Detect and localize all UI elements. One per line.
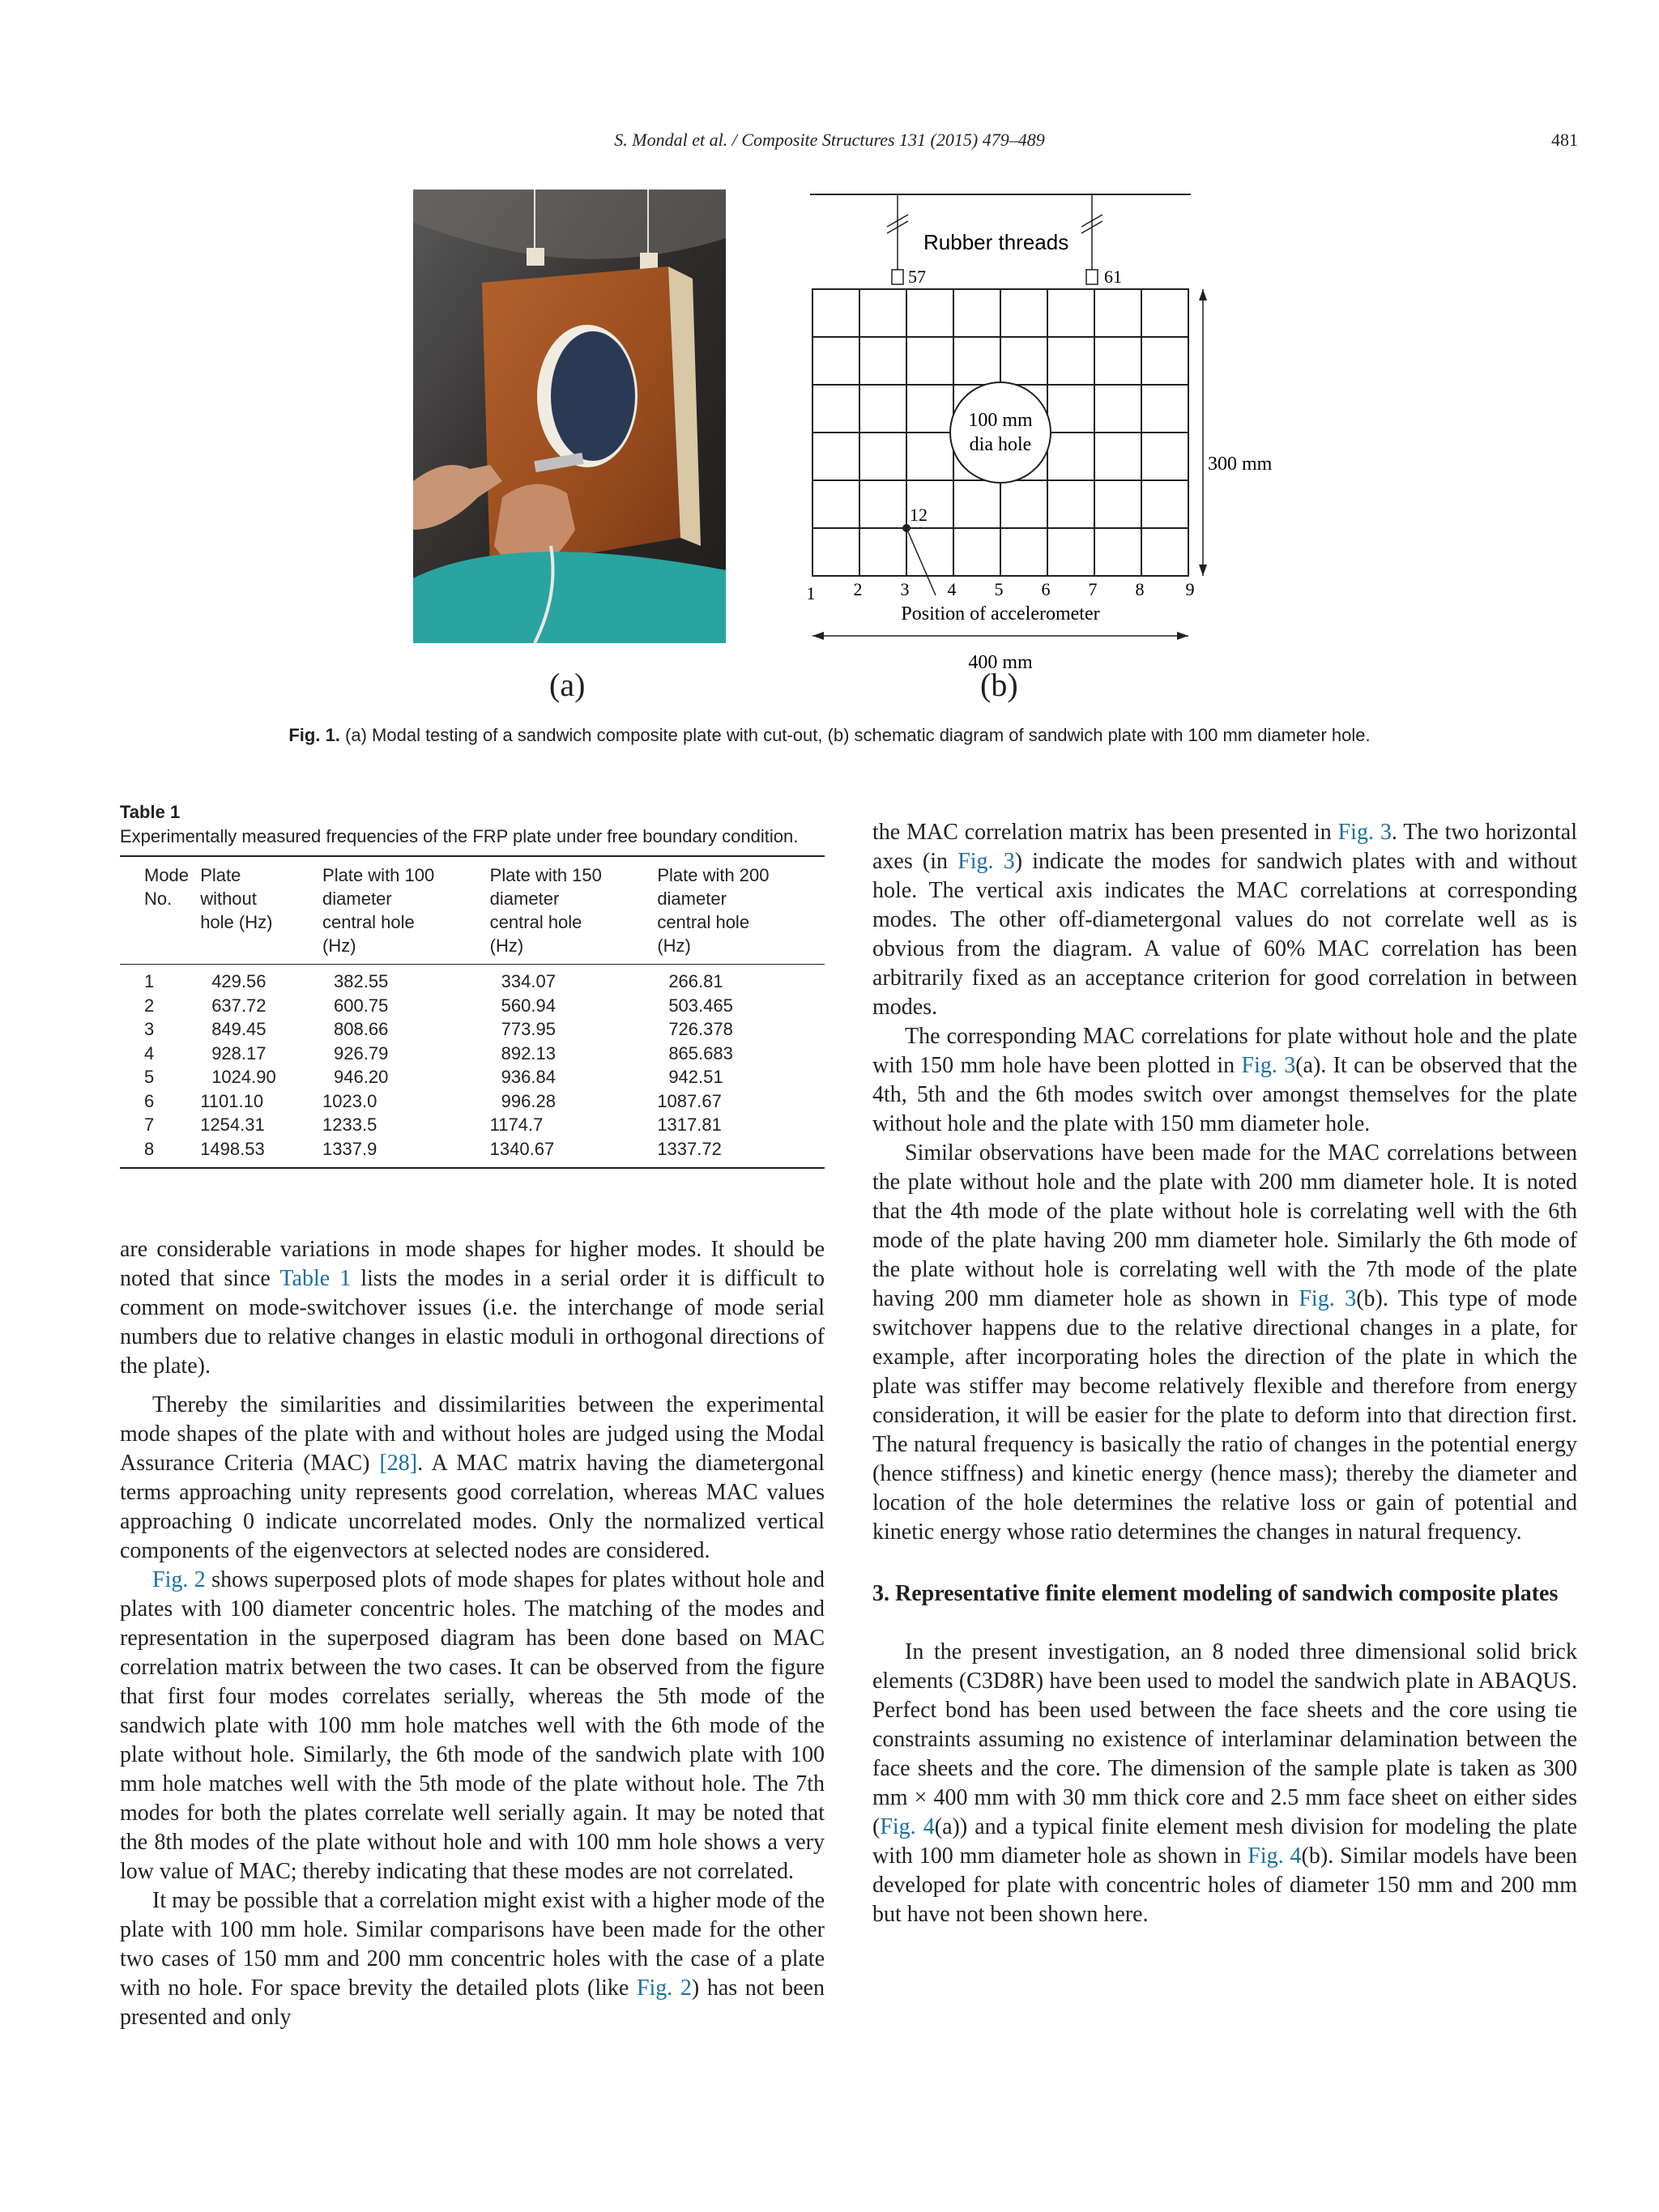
width-dimension-label: 400 mm: [968, 652, 1033, 673]
table-cell: 2: [144, 995, 155, 1016]
figure-caption: [0, 725, 1659, 746]
height-arrow-top: [1199, 289, 1207, 300]
table-cell: 808.66: [334, 1019, 389, 1039]
width-arrow-left: [812, 632, 824, 640]
bottom-node-5: 5: [994, 579, 1004, 599]
section-heading: 3. Representative finite element modeling of sandwich composite plates: [872, 1581, 1559, 1606]
table-cell: 334.07: [501, 971, 556, 991]
fig-3-link[interactable]: Fig. 3: [957, 849, 1015, 874]
table-cell: 726.378: [668, 1019, 733, 1039]
bottom-node-2: 2: [853, 579, 863, 599]
fig-4-link[interactable]: Fig. 4: [880, 1814, 935, 1839]
table-cell: 892.13: [501, 1042, 556, 1063]
running-title: S. Mondal et al. / Composite Structures 131 (2015) 479–489: [614, 130, 1045, 150]
table-cell: 1340.67: [489, 1138, 555, 1159]
table-cell: 946.20: [334, 1067, 389, 1087]
table-cell: 503.465: [668, 995, 733, 1016]
clip-left: [527, 248, 544, 266]
photo-illustration: [413, 190, 726, 643]
table-row: [120, 965, 825, 994]
plate-hole: [551, 331, 635, 461]
subfigure-label-b: (b): [980, 667, 1018, 703]
table-cell: 1023.0: [322, 1090, 377, 1111]
header-150-hole: Plate with 150 diameter central hole (Hz): [489, 865, 602, 956]
table-cell: 1254.31: [200, 1115, 265, 1135]
table-cell: 926.79: [334, 1042, 389, 1063]
header-mode: Mode No.: [144, 865, 190, 909]
right-column: [872, 818, 1577, 1929]
hole-label-line1: 100 mm: [968, 410, 1033, 431]
table-1: [120, 802, 825, 1169]
table-row: [120, 994, 825, 1018]
subfigure-label-a: (a): [549, 667, 586, 703]
node-57-label: 57: [908, 266, 926, 287]
paragraph: The corresponding MAC correlations for plate without hole and the plate with 150 mm hole have been plotted in Fig. 3(a). It can be observed that the 4th, 5th and the 6th modes switch over amongst themselves for the plate without hole and the plate with 150 mm diameter hole.: [872, 1024, 1578, 1136]
attachment-61: [1086, 270, 1098, 284]
table-row: [120, 1065, 825, 1089]
bottom-node-1: 1: [806, 583, 816, 603]
table-cell: 266.81: [668, 971, 723, 991]
table-cell: 6: [144, 1090, 155, 1111]
width-arrow-right: [1177, 632, 1188, 640]
table-cell: 1174.7: [489, 1115, 544, 1135]
figure-caption-text: (a) Modal testing of a sandwich composite plate with cut-out, (b) schematic diagram of sandwich plate with 100 mm diameter hole.: [339, 725, 1371, 745]
table-label: Table 1: [120, 802, 181, 822]
paragraph: Thereby the similarities and dissimilarities between the experimental mode shapes of the plate with and without holes are judged using the Modal Assurance Criteria (MAC) [28]. A MAC matrix having the diametergonal terms approaching unity represents good correlation, whereas MAC values approaching 0 indicate uncorrelated modes. Only the normalized vertical components of the eigenvectors at selected nodes are considered.: [120, 1392, 825, 1563]
table-cell: 8: [144, 1138, 155, 1159]
bottom-node-4: 4: [947, 579, 957, 599]
table-cell: 1498.53: [200, 1138, 265, 1159]
table-cell: 865.683: [668, 1042, 733, 1063]
fig-2-link[interactable]: Fig. 2: [636, 1975, 692, 2001]
node-12-label: 12: [910, 505, 928, 525]
bottom-node-9: 9: [1185, 579, 1195, 599]
table-cell: 942.51: [668, 1067, 723, 1087]
green-cloth: [413, 552, 726, 643]
height-arrow-bottom: [1199, 565, 1207, 576]
attachment-57: [892, 270, 903, 284]
ref-28-link[interactable]: [28]: [379, 1451, 418, 1476]
page-number: 481: [1551, 130, 1578, 150]
table-cell: 996.28: [501, 1090, 556, 1111]
accelerometer-label: Position of accelerometer: [901, 603, 1100, 624]
frequency-table: [120, 855, 825, 1169]
table-cell: 4: [144, 1042, 155, 1063]
table-1-link[interactable]: Table 1: [279, 1266, 352, 1291]
table-cell: 7: [144, 1115, 155, 1135]
accelerometer-leader: [906, 528, 936, 595]
table-cell: 1087.67: [657, 1090, 722, 1111]
paragraph: are considerable variations in mode shapes for higher modes. It should be noted that since Table 1 lists the modes in a serial order it is difficult to comment on mode-switchover issues (i.e. the interchange of mode serial numbers due to relative changes in elastic moduli in orthogonal directions of the plate).: [120, 1237, 825, 1379]
hole-label-line2: dia hole: [969, 434, 1032, 455]
table-cell: 1337.9: [322, 1138, 377, 1159]
header-without-hole: Plate without hole (Hz): [200, 865, 273, 932]
table-row: [120, 1137, 825, 1169]
figure-caption-label: Fig. 1.: [288, 725, 340, 745]
table-cell: 637.72: [211, 995, 267, 1016]
table-row: [120, 1017, 825, 1042]
paragraph: In the present investigation, an 8 noded three dimensional solid brick elements (C3D8R) have been used to model the sandwich plate in ABAQUS. Perfect bond has been used between the face sheets and the core using tie constraints assuming no existence of interlaminar delamination between the face sheets and the core. The dimension of the sample plate is taken as 300 mm × 400 mm with 30 mm thick core and 2.5 mm face sheet on either sides (Fig. 4(a)) and a typical finite element mesh division for modeling the plate with 100 mm diameter hole as shown in Fig. 4(b). Similar models have been developed for plate with concentric holes of diameter 150 mm and 200 mm but have not been shown here.: [872, 1639, 1577, 1927]
hole-circle: [950, 382, 1051, 483]
paragraph: It may be possible that a correlation might exist with a higher mode of the plate with 100 mm hole. Similar comparisons have been made for the other two cases of 150 mm and 200 mm concentric holes with the case of a plate with no hole. For space brevity the detailed plots (like Fig. 2) has not been presented and only: [120, 1888, 825, 2030]
table-cell: 1233.5: [322, 1115, 377, 1135]
header-100-hole: Plate with 100 diameter central hole (Hz): [322, 865, 435, 956]
fig-4-link[interactable]: Fig. 4: [1247, 1843, 1302, 1869]
node-61-label: 61: [1104, 266, 1122, 287]
paragraph: Fig. 2 shows superposed plots of mode shapes for plates without hole and plates with 100 diameter concentric holes. The matching of the modes and representation in the superposed diagram has been done based on MAC correlation matrix between the two cases. It can be observed from the figure that first four modes correlates serially, whereas the 5th mode of the sandwich plate with 100 mm hole matches well with the 6th mode of the plate without hole. Similarly, the 6th mode of the sandwich plate with 100 mm hole matches well with the 5th mode of the plate without hole. The 7th modes for both the plates correlate well serially again. It may be noted that the 8th modes of the plate without hole and with 100 mm hole shows a very low value of MAC; thereby indicating that these modes are not correlated.: [120, 1567, 825, 1884]
table-header-row: [120, 856, 825, 965]
table-cell: 3: [144, 1019, 155, 1039]
table-row: [120, 1042, 825, 1066]
fig-3-link[interactable]: Fig. 3: [1299, 1286, 1357, 1311]
table-cell: 773.95: [501, 1019, 556, 1039]
bottom-node-3: 3: [900, 579, 910, 599]
header-200-hole: Plate with 200 diameter central hole (Hz): [657, 865, 770, 956]
fig-3-link[interactable]: Fig. 3: [1337, 820, 1392, 845]
table-row: [120, 1089, 825, 1114]
bottom-node-6: 6: [1041, 579, 1051, 599]
paragraph: the MAC correlation matrix has been presented in Fig. 3. The two horizontal axes (in Fig. 3) indicate the modes for sandwich plates with and without hole. The vertical axis indicates the MAC correlations at corresponding modes. The other off-diametergonal values do not correlate well as is obvious from the diagram. A value of 60% MAC correlation has been arbitrarily fixed as an acceptance criterion for good correlation in between modes.: [872, 820, 1578, 1020]
table-caption: Experimentally measured frequencies of the FRP plate under free boundary condition.: [120, 826, 799, 846]
table-cell: 5: [144, 1067, 155, 1087]
table-cell: 560.94: [501, 995, 556, 1016]
bottom-node-7: 7: [1088, 579, 1098, 599]
table-cell: 1024.90: [211, 1067, 276, 1087]
paragraph: Similar observations have been made for the MAC correlations between the plate without hole and the plate with 200 mm diameter hole. It is noted that the 4th mode of the plate without hole is correlating well with the 6th mode of the plate having 200 mm diameter hole. Similarly the 6th mode of the plate without hole is correlating well with the 7th mode of the plate having 200 mm diameter hole as shown in Fig. 3(b). This type of mode switchover happens due to the relative directional changes in a plate, for example, after incorporating holes the direction of the plate in which the plate was stiffer may become relatively flexible and therefore from energy consideration, it will be easier for the plate to deform into that direction first. The natural frequency is basically the ratio of changes in the potential energy (hence stiffness) and kinetic energy (hence mass); thereby the diameter and location of the hole determines the relative loss or gain of potential and kinetic energy whose ratio determines the changes in natural frequency.: [872, 1140, 1577, 1545]
modal-testing-photo: [413, 190, 726, 643]
fig-2-link[interactable]: Fig. 2: [152, 1567, 206, 1592]
table-cell: 1: [144, 971, 155, 991]
table-cell: 600.75: [334, 995, 389, 1016]
table-row: [120, 1113, 825, 1137]
table-cell: 936.84: [501, 1067, 556, 1087]
table-cell: 382.55: [334, 971, 389, 991]
bottom-node-8: 8: [1135, 579, 1145, 599]
running-header: [0, 130, 1659, 162]
table-cell: 1337.72: [657, 1138, 722, 1159]
table-cell: 849.45: [211, 1019, 267, 1039]
schematic-svg: [798, 182, 1273, 701]
table-cell: 928.17: [211, 1042, 267, 1063]
table-cell: 1101.10: [200, 1090, 264, 1111]
fig-3-link[interactable]: Fig. 3: [1241, 1053, 1296, 1078]
left-column: [120, 1235, 825, 2032]
threads-label: Rubber threads: [923, 230, 1069, 254]
table-cell: 429.56: [211, 971, 267, 991]
table-cell: 1317.81: [657, 1115, 722, 1135]
height-dimension-label: 300 mm: [1208, 454, 1273, 475]
plate-schematic: [798, 182, 1273, 701]
